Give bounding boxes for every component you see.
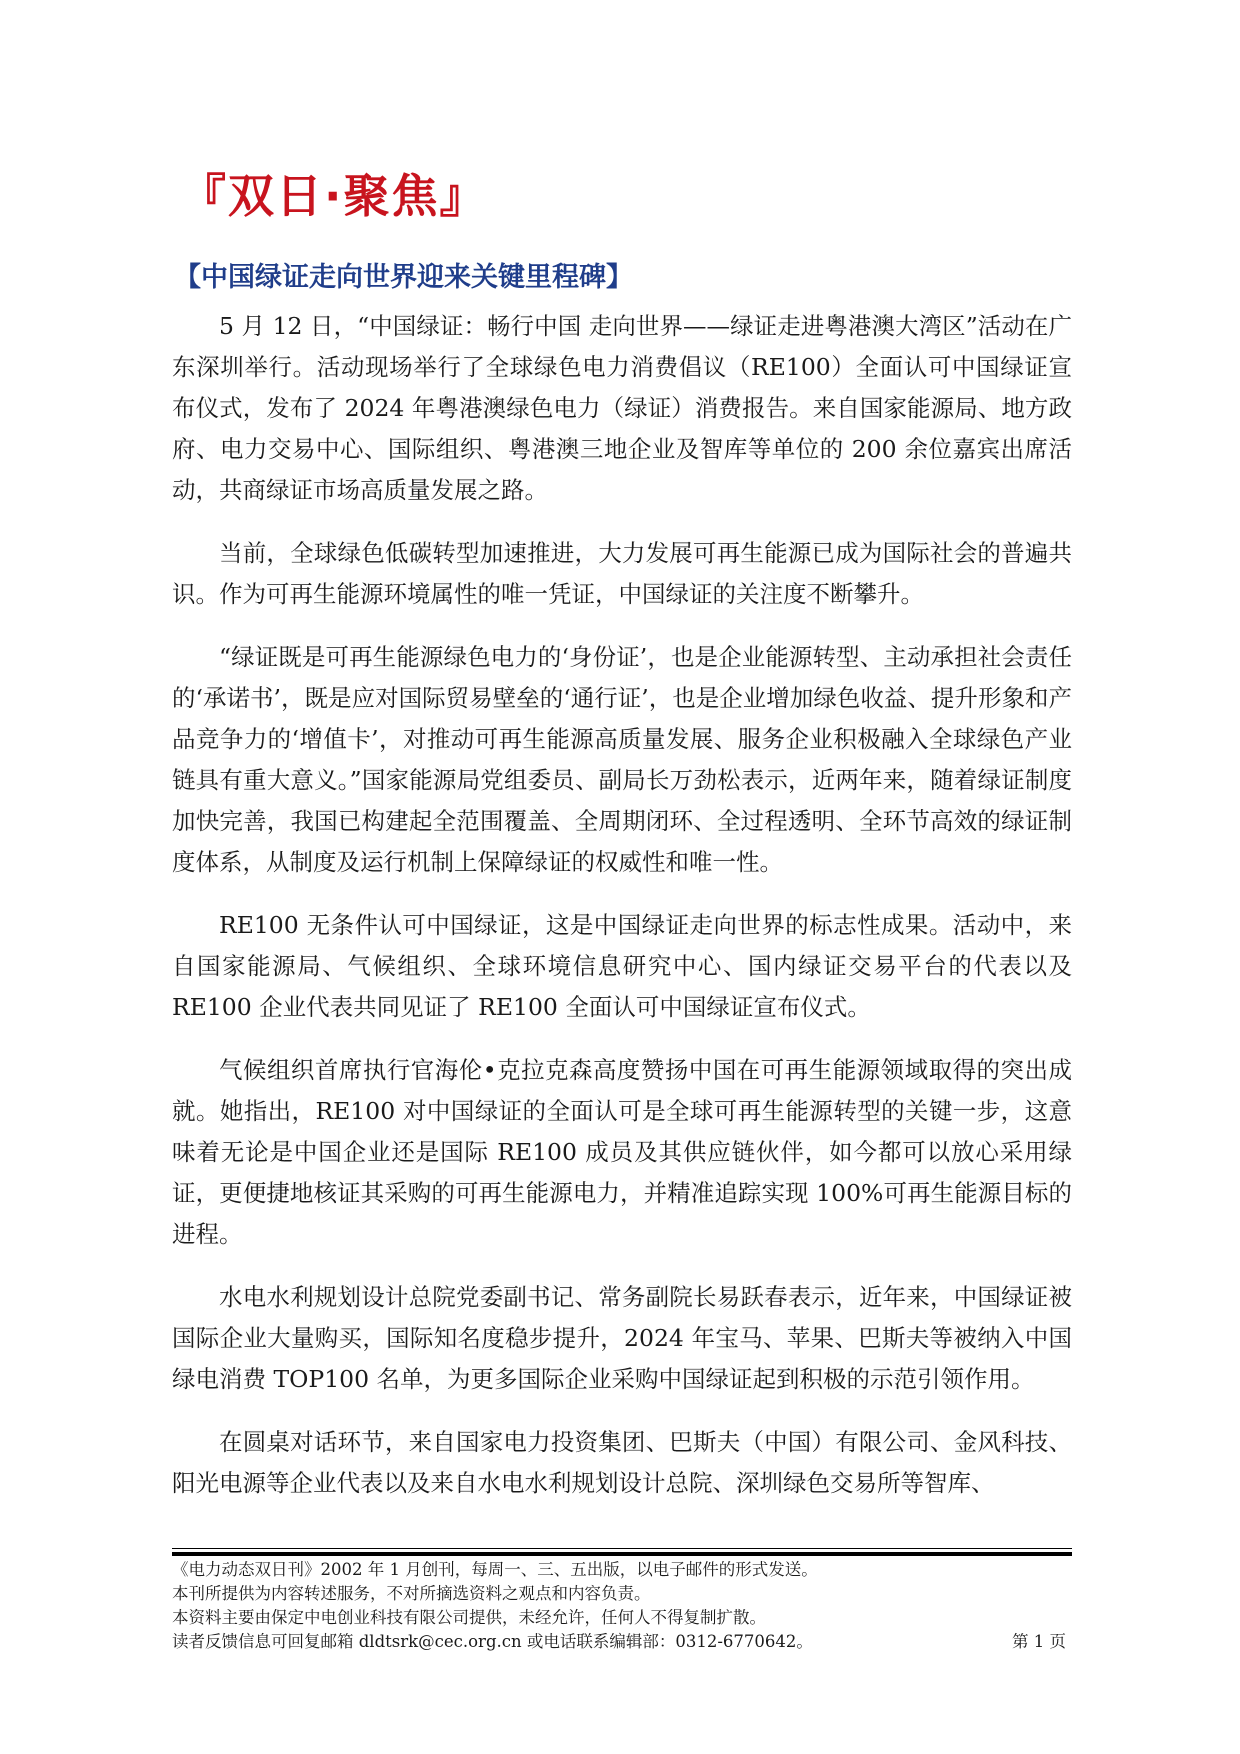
paragraph: “绿证既是可再生能源绿色电力的‘身份证’，也是企业能源转型、主动承担社会责任的‘承诺书’，既是应对国际贸易壁垒的‘通行证’，也是企业增加绿色收益、提升形象和产品竞争力的‘增值卡’，对推动可再生能源高质量发展、服务企业积极融入全球绿色产业链具有重大意义。”国家能源局党组委员、副局长万劲松表示，近两年来，随着绿证制度加快完善，我国已构建起全范围覆盖、全周期闭环、全过程透明、全环节高效的绿证制度体系，从制度及运行机制上保障绿证的权威性和唯一性。 xyxy=(172,643,1072,876)
paragraph: 当前，全球绿色低碳转型加速推进，大力发展可再生能源已成为国际社会的普遍共识。作为可再生能源环境属性的唯一凭证，中国绿证的关注度不断攀升。 xyxy=(172,539,1072,608)
paragraph: 气候组织首席执行官海伦•克拉克森高度赞扬中国在可再生能源领域取得的突出成就。她指出，RE100 对中国绿证的全面认可是全球可再生能源转型的关键一步，这意味着无论是中国企业还是国际 RE100 成员及其供应链伙伴，如今都可以放心采用绿证，更便捷地核证其采购的可再生能源电力，并精准追踪实现 100%可再生能源目标的进程。 xyxy=(172,1056,1072,1248)
page-title: 『双日·聚焦』 xyxy=(180,169,488,223)
footer-divider xyxy=(172,1548,1072,1549)
article-body xyxy=(172,306,1072,1536)
footer-divider-thick xyxy=(172,1552,1072,1556)
paragraph: 水电水利规划设计总院党委副书记、常务副院长易跃春表示，近年来，中国绿证被国际企业大量购买，国际知名度稳步提升，2024 年宝马、苹果、巴斯夫等被纳入中国绿电消费 TOP100 名单，为更多国际企业采购中国绿证起到积极的示范引领作用。 xyxy=(172,1283,1072,1393)
footer xyxy=(172,1558,1072,1654)
article-heading: 【中国绿证走向世界迎来关键里程碑】 xyxy=(174,262,633,293)
footer-line: 本刊所提供为内容转述服务，不对所摘选资料之观点和内容负责。 xyxy=(172,1584,651,1603)
paragraph: 5 月 12 日，“中国绿证：畅行中国 走向世界——绿证走进粤港澳大湾区”活动在广东深圳举行。活动现场举行了全球绿色电力消费倡议（RE100）全面认可中国绿证宣布仪式，发布了 2024 年粤港澳绿色电力（绿证）消费报告。来自国家能源局、地方政府、电力交易中心、国际组织、粤港澳三地企业及智库等单位的 200 余位嘉宾出席活动，共商绿证市场高质量发展之路。 xyxy=(172,312,1072,504)
footer-contact-line: 读者反馈信息可回复邮箱 dldtsrk@cec.org.cn 或电话联系编辑部：0312-6770642。 xyxy=(172,1632,813,1651)
page-number: 第 1 页 xyxy=(1012,1632,1066,1651)
paragraph: RE100 无条件认可中国绿证，这是中国绿证走向世界的标志性成果。活动中，来自国家能源局、气候组织、全球环境信息研究中心、国内绿证交易平台的代表以及 RE100 企业代表共同见证了 RE100 全面认可中国绿证宣布仪式。 xyxy=(172,911,1072,1021)
footer-line: 本资料主要由保定中电创业科技有限公司提供，未经允许，任何人不得复制扩散。 xyxy=(172,1608,766,1627)
footer-last-row xyxy=(172,1630,1072,1654)
paragraph: 在圆桌对话环节，来自国家电力投资集团、巴斯夫（中国）有限公司、金风科技、阳光电源等企业代表以及来自水电水利规划设计总院、深圳绿色交易所等智库、 xyxy=(172,1428,1072,1497)
footer-line: 《电力动态双日刊》2002 年 1 月创刊，每周一、三、五出版，以电子邮件的形式发送。 xyxy=(172,1560,818,1579)
